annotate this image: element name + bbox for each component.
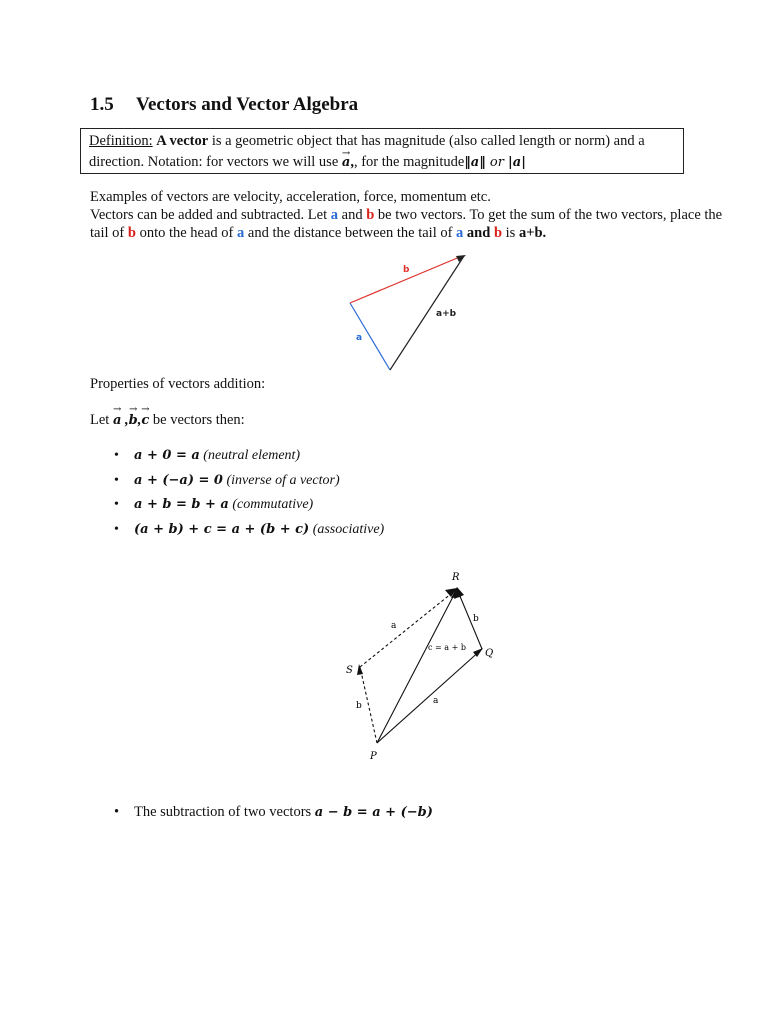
definition-line1: is a geometric object that has magnitude (also called length or norm) and a: [208, 133, 645, 149]
let-text: Let: [90, 412, 113, 428]
definition-label: Definition:: [89, 133, 153, 149]
figure-label-sum: a+b: [436, 309, 457, 319]
label-a-bottom: a: [433, 696, 439, 706]
list-item: [90, 493, 384, 518]
point-s-label: S: [346, 665, 353, 676]
figure-label-b: b: [403, 265, 410, 275]
label-a-top: a: [391, 621, 397, 631]
property-note: (inverse of a vector): [226, 472, 340, 488]
addition-text-1: Vectors can be added and subtracted. Let: [90, 207, 331, 223]
or-text: or: [485, 155, 509, 170]
vector-a-label: a: [330, 207, 339, 223]
addition-text-3: be two vectors. To get the sum of the two vectors, place the: [374, 207, 723, 223]
definition-term: A vector: [156, 133, 209, 149]
vector-c-diagonal-arrow: [377, 589, 457, 743]
list-item: [90, 444, 384, 469]
examples-line: Examples of vectors are velocity, acceleration, force, momentum etc.: [90, 189, 491, 205]
tail-text-2: onto the head of: [135, 225, 238, 241]
property-note: (commutative): [232, 497, 314, 512]
let-line: [90, 412, 245, 429]
property-math: (a + b) + c = a + (b + c): [134, 521, 310, 537]
addition-text-2: and: [338, 207, 367, 223]
tail-text-1: tail of: [90, 225, 128, 241]
property-math: a + 0 = a: [134, 448, 200, 463]
vector-a-label: a: [456, 225, 464, 241]
definition-line2-pre: direction. Notation: for vectors we will use: [89, 154, 342, 170]
parallelogram-figure: [330, 565, 510, 765]
vector-a-label: a: [237, 225, 245, 241]
property-note: (neutral element): [203, 448, 301, 463]
properties-heading: Properties of vectors addition:: [90, 376, 266, 392]
vector-sum-figure: [340, 248, 480, 376]
subtraction-item: [90, 800, 433, 825]
label-b-right: b: [473, 614, 479, 624]
section-heading: [90, 94, 358, 116]
and-text: and: [463, 225, 494, 241]
point-p-label: P: [370, 751, 377, 762]
definition-line2-mid: , for the magnitude: [353, 154, 465, 170]
vector-a: → a: [113, 413, 121, 428]
vector-a-bottom-arrow: [377, 649, 482, 743]
point-q-label: Q: [485, 648, 494, 659]
label-b-left: b: [356, 701, 362, 711]
properties-list: [90, 444, 384, 542]
vector-b-left-dashed: [360, 667, 377, 743]
point-r-label: R: [452, 572, 460, 583]
figure-label-a: a: [356, 333, 363, 343]
list-item: [90, 518, 384, 543]
separator: ,: [137, 412, 142, 428]
notation-vector-a: → a: [342, 152, 350, 173]
vector-b: → b: [129, 413, 138, 428]
vector-b-arrow: [350, 256, 462, 303]
examples-paragraph: [90, 188, 760, 242]
tail-text-3: and the distance between the tail of: [244, 225, 457, 241]
vector-c: → c: [141, 413, 149, 428]
list-item: [90, 469, 384, 494]
is-text: is: [502, 225, 519, 241]
vector-a-top-dashed: [360, 589, 457, 667]
vector-b-label: b: [366, 207, 375, 223]
label-c-sum: c = a + b: [428, 643, 466, 652]
section-number: 1.5: [90, 94, 114, 115]
subtraction-math: a − b = a + (−b): [314, 805, 433, 820]
norm-notation: ‖a‖: [464, 155, 486, 170]
vector-b-label: b: [127, 225, 136, 241]
abs-notation: |a|: [508, 155, 526, 170]
let-text-end: be vectors then:: [149, 412, 245, 428]
section-title: Vectors and Vector Algebra: [136, 94, 359, 115]
property-math: a + b = b + a: [134, 497, 229, 512]
separator: ,: [121, 412, 129, 428]
definition-box: Definition: A vector is a geometric object that has magnitude (also called length or norm) and a direction. Notation: for vectors we will use → a,, for the magnitude‖a‖ or |a|: [80, 128, 684, 174]
property-note: (associative): [312, 521, 385, 537]
subtraction-text: The subtraction of two vectors: [134, 804, 315, 820]
property-math: a + (−a) = 0: [134, 472, 223, 488]
sum-text: a+b.: [518, 225, 547, 241]
vector-b-label: b: [493, 225, 503, 241]
